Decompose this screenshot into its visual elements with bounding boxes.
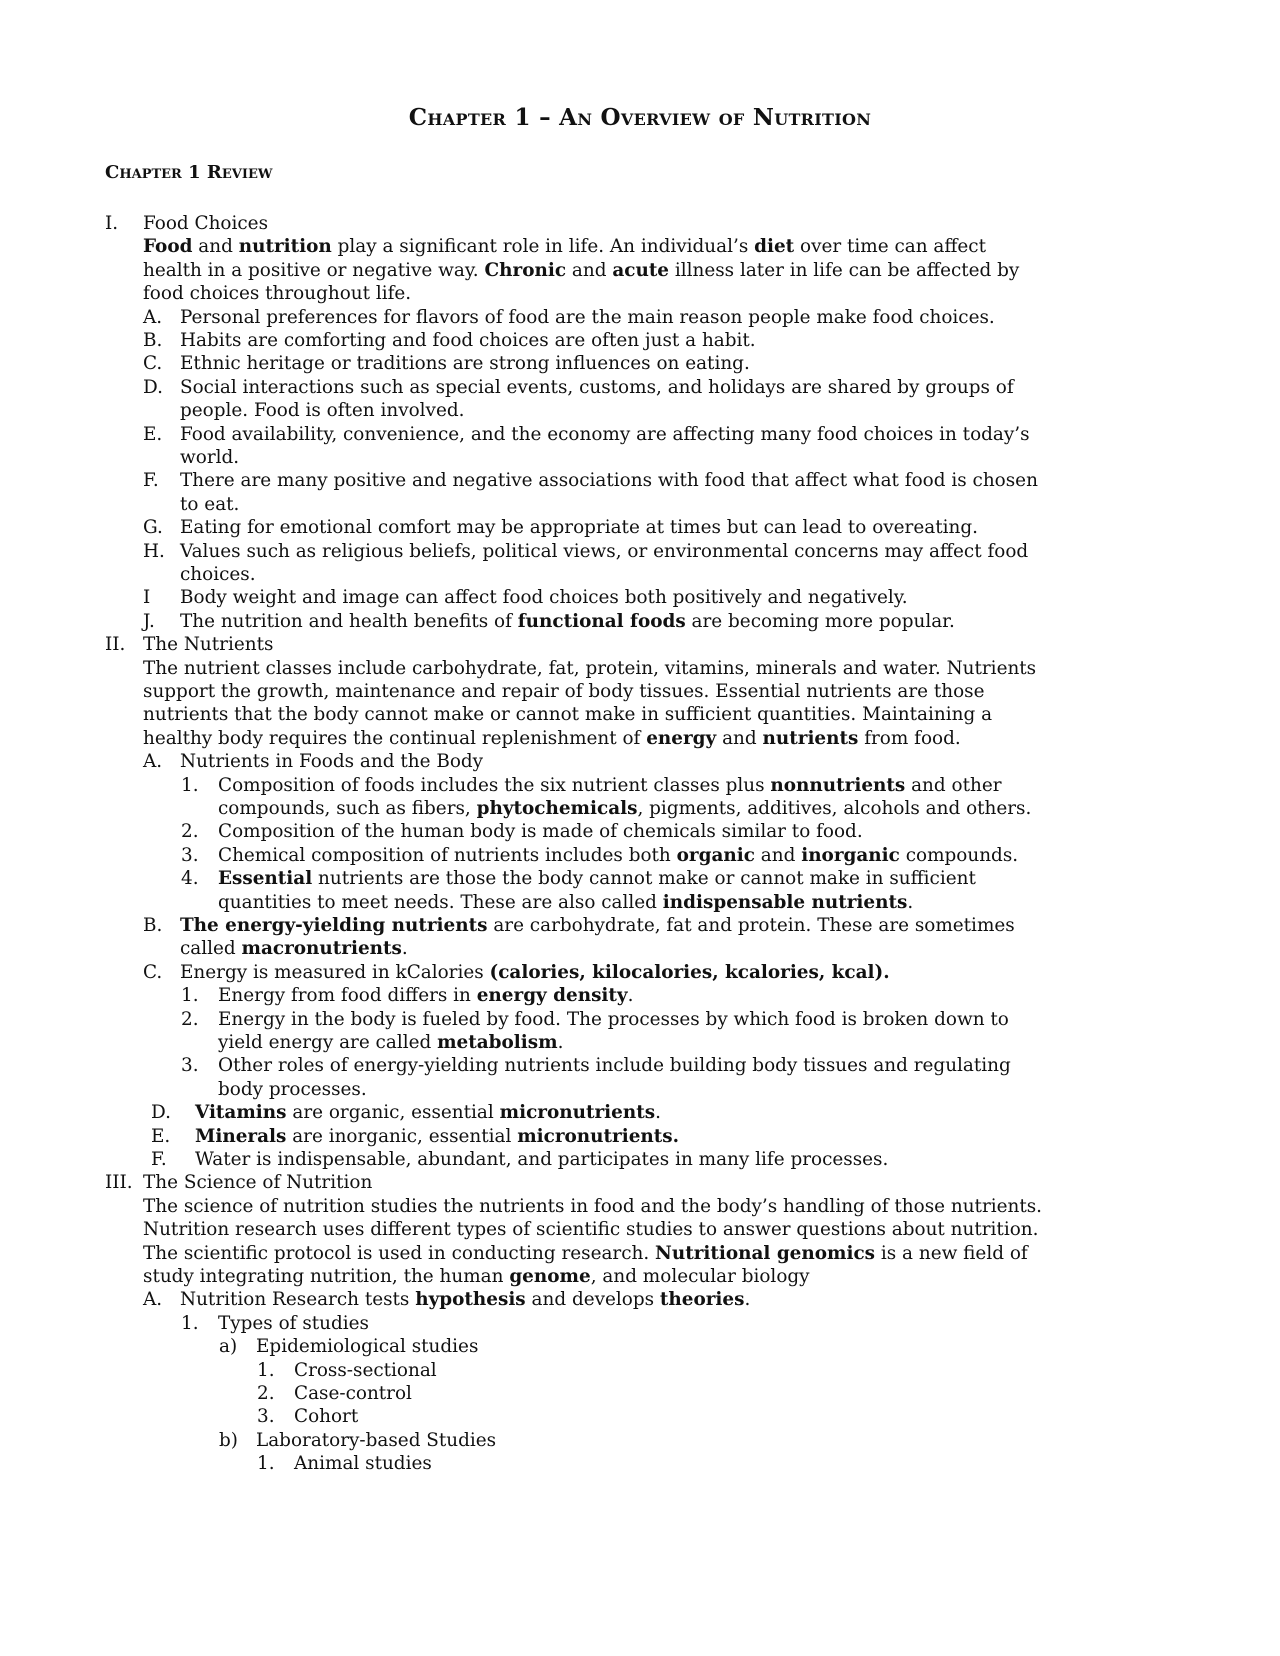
- outline-marker: F.: [143, 470, 159, 491]
- outline-marker: A.: [143, 1289, 163, 1310]
- outline-line: Energy is measured in kCalories (calories, kilocalories, kcalories, kcal).: [180, 962, 890, 983]
- bold-term: hypothesis: [415, 1289, 526, 1310]
- outline-line: Essential nutrients are those the body cannot make or cannot make in sufficient: [218, 868, 976, 889]
- section-subtitle: Chapter 1 Review: [105, 162, 273, 183]
- outline-line: to eat.: [180, 494, 240, 515]
- outline-marker: 2.: [257, 1383, 275, 1404]
- outline-line: Other roles of energy-yielding nutrients include building body tissues and regulating: [218, 1055, 1011, 1076]
- outline-line: Vitamins are organic, essential micronutrients.: [195, 1102, 661, 1123]
- outline-line: quantities to meet needs. These are also called indispensable nutrients.: [218, 892, 914, 913]
- outline-marker: b): [219, 1430, 238, 1451]
- outline-marker: III.: [105, 1172, 133, 1193]
- outline-line: The nutrient classes include carbohydrate, fat, protein, vitamins, minerals and water. Nutrients: [143, 658, 1037, 679]
- outline-line: Nutrition research uses different types of scientific studies to answer questions about nutrition.: [143, 1219, 1039, 1240]
- outline-marker: H.: [143, 541, 165, 562]
- outline-marker: I: [143, 587, 151, 608]
- outline-marker: 3.: [257, 1406, 275, 1427]
- outline-line: Composition of the human body is made of chemicals similar to food.: [218, 821, 863, 842]
- outline-marker: 1.: [181, 985, 199, 1006]
- outline-line: Ethnic heritage or traditions are strong influences on eating.: [180, 353, 750, 374]
- outline-marker: G.: [143, 517, 163, 538]
- outline-marker: a): [219, 1336, 238, 1357]
- bold-term: nutrition: [238, 236, 332, 257]
- bold-term: Nutritional genomics: [655, 1243, 876, 1264]
- bold-term: theories: [659, 1289, 745, 1310]
- outline-line: Eating for emotional comfort may be appropriate at times but can lead to overeating.: [180, 517, 978, 538]
- outline-marker: B.: [143, 915, 163, 936]
- outline-line: Nutrients in Foods and the Body: [180, 751, 484, 772]
- bold-term: energy density: [476, 985, 628, 1006]
- bold-term: organic: [676, 845, 755, 866]
- outline-line: Nutrition Research tests hypothesis and develops theories.: [180, 1289, 751, 1310]
- outline-line: body processes.: [218, 1079, 367, 1100]
- outline-line: nutrients that the body cannot make or cannot make in sufficient quantities. Maintaining a: [143, 704, 993, 725]
- outline-marker: 1.: [181, 775, 199, 796]
- outline-marker: B.: [143, 330, 163, 351]
- outline-marker: 2.: [181, 821, 199, 842]
- outline-line: Composition of foods includes the six nutrient classes plus nonnutrients and other: [218, 775, 1002, 796]
- outline-line: Energy from food differs in energy density.: [218, 985, 634, 1006]
- outline-line: Food availability, convenience, and the economy are affecting many food choices in today’s: [180, 424, 1030, 445]
- outline-line: called macronutrients.: [180, 938, 408, 959]
- outline-line: Cross-sectional: [294, 1360, 437, 1381]
- bold-term: phytochemicals: [476, 798, 638, 819]
- outline-marker: D.: [143, 377, 163, 398]
- outline-marker: I.: [105, 213, 119, 234]
- bold-term: acute: [612, 260, 670, 281]
- bold-term: Vitamins: [195, 1102, 287, 1123]
- outline-marker: 1.: [181, 1313, 199, 1334]
- bold-term: nutrients: [762, 728, 859, 749]
- outline-marker: II.: [105, 634, 126, 655]
- outline-line: There are many positive and negative associations with food that affect what food is chosen: [180, 470, 1038, 491]
- outline-line: The Science of Nutrition: [143, 1172, 373, 1193]
- outline-marker: E.: [143, 424, 163, 445]
- outline-marker: 3.: [181, 1055, 199, 1076]
- outline-line: Epidemiological studies: [256, 1336, 479, 1357]
- bold-term: Minerals: [195, 1126, 287, 1147]
- outline-marker: 1.: [257, 1453, 275, 1474]
- chapter-title: Chapter 1 – An Overview of Nutrition: [408, 104, 872, 131]
- outline-marker: 3.: [181, 845, 199, 866]
- outline-line: food choices throughout life.: [143, 283, 412, 304]
- outline-line: yield energy are called metabolism.: [218, 1032, 564, 1053]
- bold-term: inorganic: [801, 845, 900, 866]
- outline-marker: 1.: [257, 1360, 275, 1381]
- outline-line: choices.: [180, 564, 256, 585]
- outline-line: support the growth, maintenance and repair of body tissues. Essential nutrients are those: [143, 681, 985, 702]
- bold-term: (calories, kilocalories, kcalories, kcal).: [489, 962, 890, 983]
- outline-line: compounds, such as fibers, phytochemicals, pigments, additives, alcohols and others.: [218, 798, 1032, 819]
- outline-marker: C.: [143, 962, 163, 983]
- outline-line: The Nutrients: [143, 634, 274, 655]
- bold-term: The energy-yielding nutrients: [180, 915, 488, 936]
- outline-line: Habits are comforting and food choices are often just a habit.: [180, 330, 756, 351]
- outline-line: The nutrition and health benefits of functional foods are becoming more popular.: [180, 611, 955, 632]
- outline-line: The science of nutrition studies the nutrients in food and the body’s handling of those nutrients.: [143, 1196, 1043, 1217]
- outline-line: The energy-yielding nutrients are carbohydrate, fat and protein. These are sometimes: [180, 915, 1015, 936]
- outline-line: Animal studies: [294, 1453, 432, 1474]
- bold-term: functional foods: [517, 611, 686, 632]
- outline-line: Personal preferences for flavors of food are the main reason people make food choices.: [180, 307, 995, 328]
- bold-term: Chronic: [484, 260, 567, 281]
- bold-term: macronutrients: [241, 938, 402, 959]
- outline-marker: J.: [143, 611, 155, 632]
- outline-line: Food and nutrition play a significant role in life. An individual’s diet over time can affect: [143, 236, 986, 257]
- outline-line: Values such as religious beliefs, political views, or environmental concerns may affect food: [180, 541, 1029, 562]
- outline-marker: 2.: [181, 1009, 199, 1030]
- outline-marker: A.: [143, 751, 163, 772]
- outline-line: Body weight and image can affect food choices both positively and negatively.: [180, 587, 908, 608]
- bold-term: diet: [754, 236, 795, 257]
- outline-marker: F.: [151, 1149, 167, 1170]
- bold-term: micronutrients.: [517, 1126, 680, 1147]
- outline-line: Food Choices: [143, 213, 269, 234]
- bold-term: genome: [509, 1266, 591, 1287]
- outline-line: Energy in the body is fueled by food. The processes by which food is broken down to: [218, 1009, 1009, 1030]
- outline-line: Cohort: [294, 1406, 359, 1427]
- outline-line: Minerals are inorganic, essential micronutrients.: [195, 1126, 680, 1147]
- outline-line: Laboratory-based Studies: [256, 1430, 497, 1451]
- bold-term: metabolism: [437, 1032, 558, 1053]
- outline-marker: D.: [151, 1102, 171, 1123]
- outline-line: Water is indispensable, abundant, and participates in many life processes.: [195, 1149, 889, 1170]
- bold-term: indispensable nutrients: [662, 892, 908, 913]
- outline-line: Social interactions such as special events, customs, and holidays are shared by groups of: [180, 377, 1014, 398]
- outline-marker: A.: [143, 307, 163, 328]
- bold-term: Essential: [218, 868, 313, 889]
- outline-marker: 4.: [181, 868, 199, 889]
- outline-line: Chemical composition of nutrients includes both organic and inorganic compounds.: [218, 845, 1019, 866]
- bold-term: Food: [143, 236, 193, 257]
- outline-line: healthy body requires the continual replenishment of energy and nutrients from food.: [143, 728, 961, 749]
- outline-line: health in a positive or negative way. Chronic and acute illness later in life can be affected by: [143, 260, 1020, 281]
- bold-term: micronutrients: [499, 1102, 656, 1123]
- outline-line: study integrating nutrition, the human genome, and molecular biology: [143, 1266, 810, 1287]
- bold-term: nonnutrients: [770, 775, 906, 796]
- outline-line: people. Food is often involved.: [180, 400, 465, 421]
- outline-marker: E.: [151, 1126, 171, 1147]
- bold-term: energy: [646, 728, 717, 749]
- outline-line: The scientific protocol is used in conducting research. Nutritional genomics is a new field of: [143, 1243, 1028, 1264]
- outline-line: world.: [180, 447, 240, 468]
- outline-marker: C.: [143, 353, 163, 374]
- outline-line: Types of studies: [218, 1313, 369, 1334]
- outline-line: Case-control: [294, 1383, 412, 1404]
